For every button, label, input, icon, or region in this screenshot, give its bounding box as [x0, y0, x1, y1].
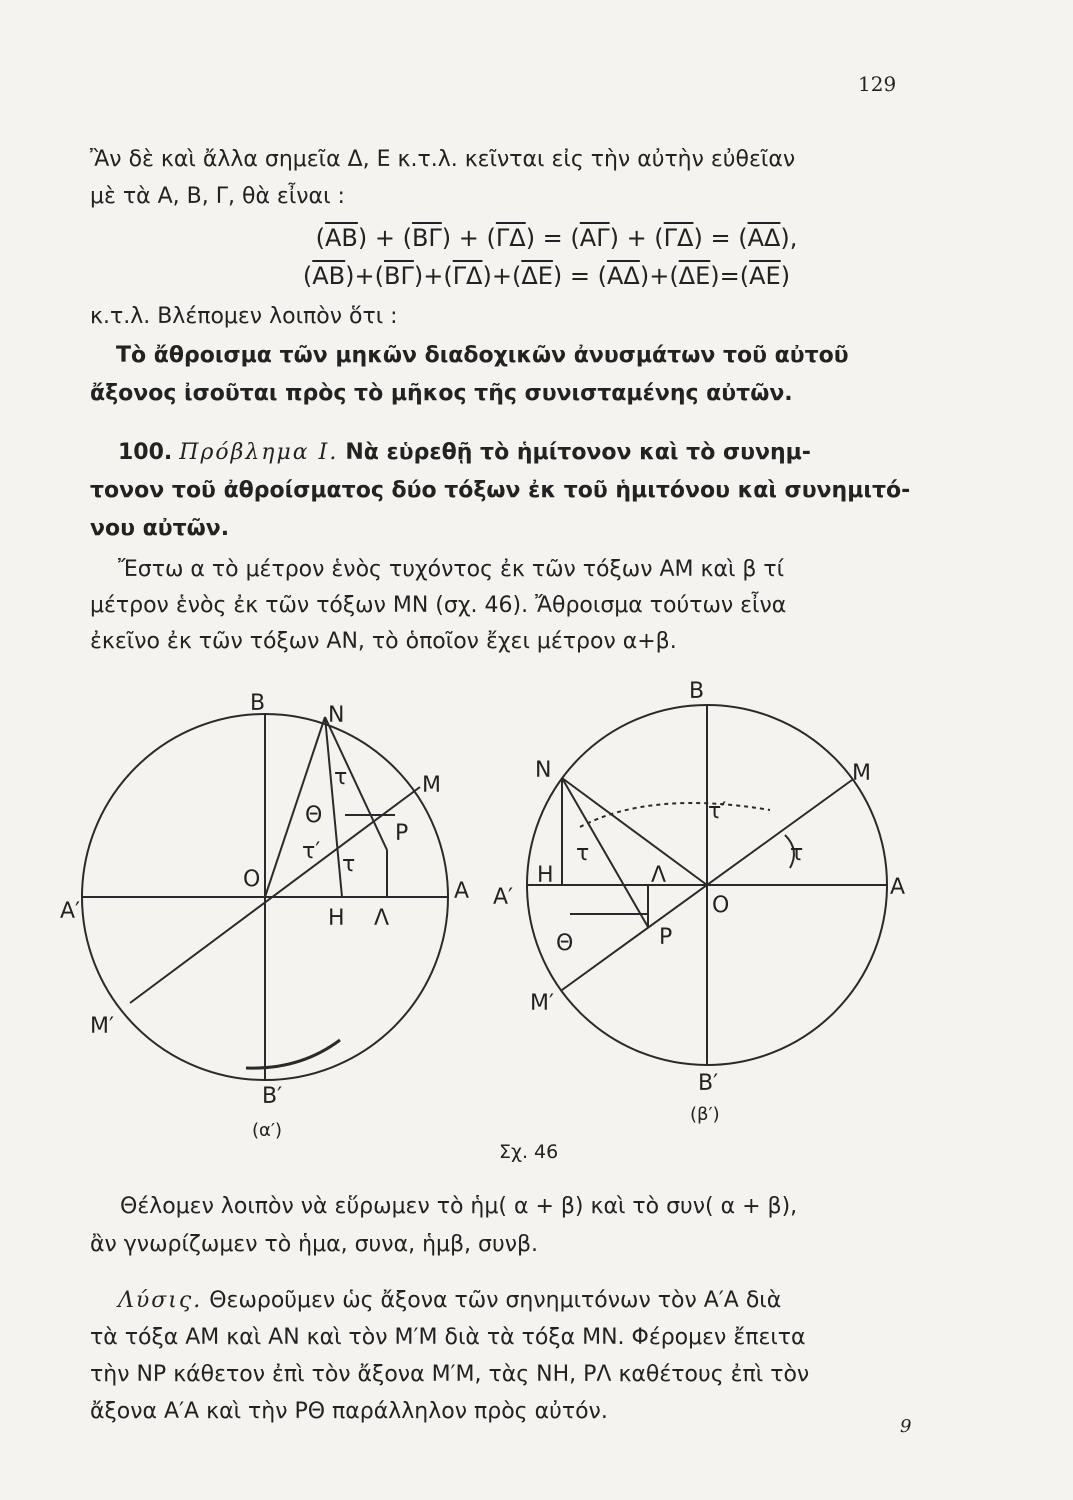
left-label-M-prime: Μ′ [90, 1014, 114, 1039]
left-label-P: Ρ [395, 821, 409, 846]
problem-label: Πρόβλημα Ι. [179, 440, 339, 465]
eq1-text: ) = ( [693, 224, 748, 252]
right-label-A-prime: Α′ [493, 885, 514, 910]
right-label-M-prime: Μ′ [530, 991, 554, 1016]
eq2-vector: $\overline{A\Delta}$ [607, 262, 640, 290]
want-line-1: Θέλομεν λοιπὸν νὰ εὕρωμεν τὸ ἡμ( α + β) καὶ τὸ συν( α + β), [120, 1194, 798, 1219]
problem-line-2: τονον τοῦ ἀθροίσματος δύο τόξων ἐκ τοῦ ἡμιτόνου καὶ συνημιτό- [90, 478, 911, 503]
eq2-vector: $\overline{AB}$ [312, 262, 346, 290]
left-caption: (α′) [252, 1120, 282, 1141]
eq2-vector: $\overline{AE}$ [749, 262, 781, 290]
intro-line-1: Ἂν δὲ καὶ ἄλλα σημεῖα Δ, Ε κ.τ.λ. κεῖνται εἰς τὴν αὐτὴν εὐθεῖαν [90, 147, 796, 172]
right-label-tau-1: τ [576, 841, 590, 866]
problem-line-3: νου αὐτῶν. [90, 516, 230, 541]
eq2-vector: $\overline{\Delta E}$ [521, 262, 553, 290]
left-label-theta: Θ [305, 803, 323, 828]
eq2-text: )+( [413, 262, 453, 290]
eq2-text: ) = ( [552, 262, 608, 290]
right-label-A: Α [890, 875, 906, 900]
right-arc-dashed [580, 803, 770, 827]
setup-line-1: Ἔστω α τὸ μέτρον ἑνὸς τυχόντος ἐκ τῶν τόξων ΑΜ καὶ β τί [118, 557, 785, 582]
eq2-vector: $\overline{\Gamma\Delta}$ [452, 262, 483, 290]
eq1-text: ), [780, 224, 798, 252]
eq1-text: ( [315, 224, 325, 252]
right-label-N: Ν [535, 758, 552, 783]
eq1-vector: $\overline{B\Gamma}$ [411, 224, 442, 252]
left-label-A: Α [454, 879, 470, 904]
left-label-H: Η [328, 906, 345, 931]
eq1-vector: $\overline{\Gamma\Delta}$ [495, 224, 526, 252]
setup-line-2: μέτρον ἑνὸς ἐκ τῶν τόξων ΜΝ (σχ. 46). Ἄθροισμα τούτων εἶνα [90, 593, 787, 618]
eq2-text: ( [302, 262, 313, 290]
solution-line-4: ἄξονα Α′Α καὶ τὴν ΡΘ παράλληλον πρὸς αὐτόν. [90, 1399, 608, 1424]
figure-caption: Σχ. 46 [499, 1141, 559, 1163]
ktl-line: κ.τ.λ. Βλέπομεν λοιπὸν ὅτι : [90, 304, 398, 329]
eq2-text: )+( [482, 262, 522, 290]
left-label-N: Ν [328, 703, 345, 728]
eq1-text: ) + ( [609, 224, 664, 252]
intro-line-2: μὲ τὰ Α, Β, Γ, θὰ εἶναι : [90, 184, 345, 209]
eq1-vector: $\overline{\Gamma\Delta}$ [663, 224, 694, 252]
right-label-L: Λ [651, 863, 667, 888]
right-label-tau-2: τ [790, 841, 804, 866]
right-label-theta: Θ [556, 931, 574, 956]
right-label-tau-prime: τ′ [708, 799, 727, 824]
solution-label: Λύσις. [118, 1288, 203, 1313]
want-line-2: ἂν γνωρίζωμεν τὸ ἡμα, συνα, ἡμβ, συνβ. [90, 1232, 539, 1257]
left-label-tau-2: τ [342, 852, 356, 877]
left-label-L: Λ [374, 906, 390, 931]
eq2-text: ) [780, 262, 791, 290]
right-segment-NP [562, 778, 648, 927]
setup-line-3: ἐκεῖνο ἐκ τῶν τόξων ΑΝ, τὸ ὁποῖον ἔχει μέτρον α+β. [90, 629, 677, 654]
eq2-text: )+( [639, 262, 679, 290]
left-label-tau-prime: τ′ [302, 839, 321, 864]
solution-line-3: τὴν ΝΡ κάθετον ἐπὶ τὸν ἄξονα Μ′Μ, τὰς ΝΗ, ΡΛ καθέτους ἐπὶ τὸν [90, 1362, 810, 1387]
eq2-vector: $\overline{B\Gamma}$ [384, 262, 414, 290]
left-label-O: Ο [243, 867, 261, 892]
right-label-B: Β [689, 679, 705, 704]
left-axis-MM [130, 787, 420, 1003]
solution-text: Θεωροῦμεν ὡς ἄξονα τῶν σηνημιτόνων τὸν Α′Α διὰ [209, 1288, 782, 1313]
eq1-text: ) = ( [525, 224, 580, 252]
problem-statement: Νὰ εὑρεθῇ τὸ ἡμίτονον καὶ τὸ συνημ- [345, 440, 811, 465]
eq1-text: ) + ( [357, 224, 412, 252]
right-label-M: Μ [852, 761, 871, 786]
problem-number: 100. [118, 440, 173, 465]
left-label-A-prime: Α′ [60, 899, 81, 924]
left-label-M: Μ [422, 773, 441, 798]
signature-mark: 9 [900, 1416, 912, 1437]
eq1-vector: $\overline{A\Gamma}$ [579, 224, 610, 252]
left-label-B: Β [250, 691, 266, 716]
right-label-B-prime: Β′ [698, 1071, 719, 1096]
solution-line-2: τὰ τόξα ΑΜ καὶ ΑΝ καὶ τὸν Μ′Μ διὰ τὰ τόξα ΜΝ. Φέρομεν ἔπειτα [90, 1325, 806, 1350]
left-label-tau: τ [334, 765, 348, 790]
eq2-vector: $\overline{\Delta E}$ [678, 262, 711, 290]
eq1-text: ) + ( [441, 224, 496, 252]
theorem-line-1: Τὸ ἄθροισμα τῶν μηκῶν διαδοχικῶν ἀνυσμάτων τοῦ αὐτοῦ [116, 343, 849, 368]
left-segment-NH [325, 717, 342, 897]
left-arc-mark [246, 1040, 340, 1068]
page-number: 129 [858, 72, 897, 96]
right-label-H: Η [537, 863, 554, 888]
theorem-line-2: ἄξονος ἰσοῦται πρὸς τὸ μῆκος τῆς συνισταμένης αὐτῶν. [90, 381, 793, 406]
solution-line-1 [118, 1288, 781, 1313]
eq1-vector: $\overline{AB}$ [324, 224, 358, 252]
right-radius-ON [562, 778, 707, 885]
eq2-text: )+( [345, 262, 384, 290]
right-label-O: Ο [712, 893, 730, 918]
right-label-P: Ρ [659, 925, 673, 950]
left-label-B-prime: Β′ [262, 1084, 283, 1109]
eq2-text: )=( [710, 262, 750, 290]
right-caption: (β′) [690, 1104, 720, 1125]
eq1-vector: $\overline{A\Delta}$ [747, 224, 781, 252]
